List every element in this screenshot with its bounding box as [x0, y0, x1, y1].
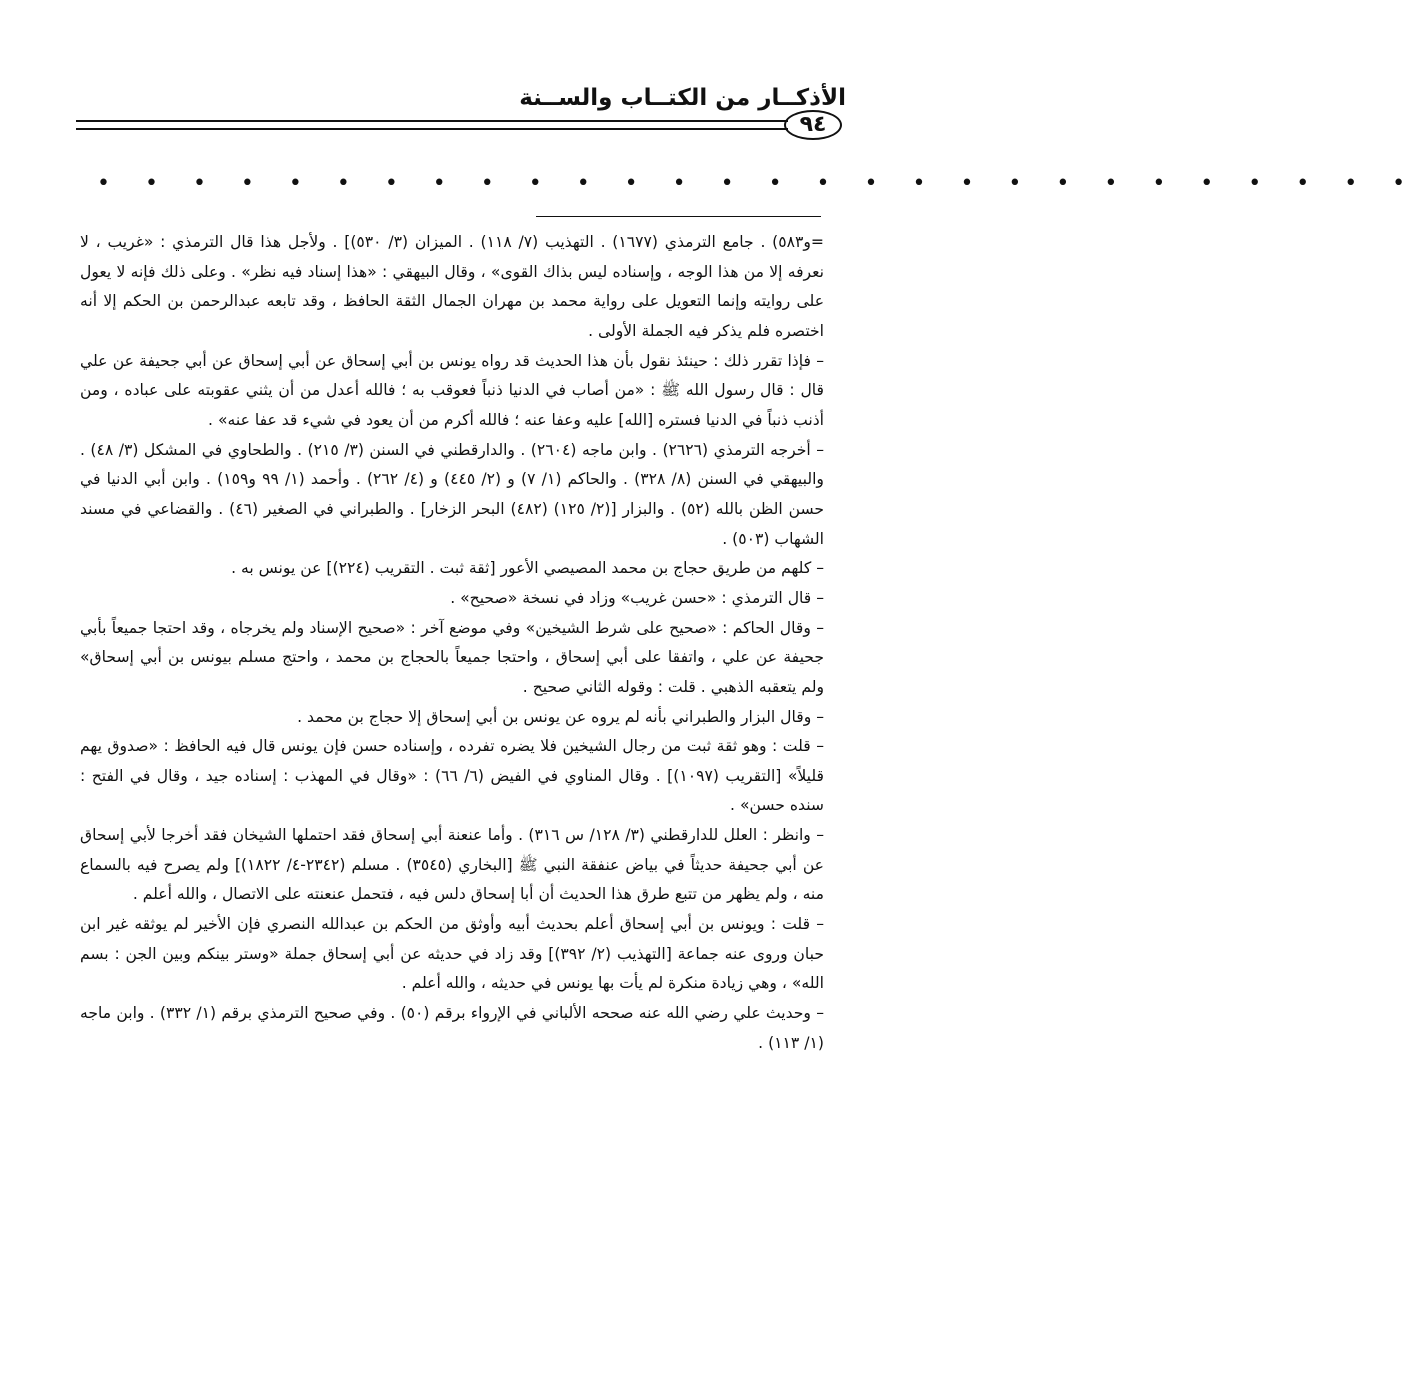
- footnotes: [80, 228, 824, 1298]
- footnote-paragraph: – قلت : ويونس بن أبي إسحاق أعلم بحديث أبيه وأوثق من الحكم بن عبدالله النصري فإن الأخير لم يوثقه غير ابن حبان وروى عنه جماعة [التهذيب (٢/ ٣٩٢)] وقد زاد في حديثه عن أبي إسحاق جملة «وستر بينكم وبين الجن : بسم الله» ، وهي زيادة منكرة لم يأت بها يونس في حديثه ، والله أعلم .: [80, 915, 824, 993]
- footnote-paragraph: – وحديث علي رضي الله عنه صححه الألباني في الإرواء برقم (٥٠) . وفي صحيح الترمذي برقم (١/ ٣٣٢) . وابن ماجه (١/ ١١٣) .: [80, 1004, 824, 1052]
- header-double-rule: [76, 120, 788, 130]
- footnote-paragraph: – وقال الحاكم : «صحيح على شرط الشيخين» وفي موضع آخر : «صحيح الإسناد ولم يخرجاه ، وقد احتجا جميعاً بأبي جحيفة عن علي ، واتفقا على أبي إسحاق ، واحتجا جميعاً بالحجاج بن محمد ، واحتج مسلم بيونس بن أبي إسحاق» ولم يتعقبه الذهبي . قلت : وقوله الثاني صحيح .: [80, 618, 824, 696]
- footnote-paragraph: – أخرجه الترمذي (٢٦٢٦) . وابن ماجه (٢٦٠٤) . والدارقطني في السنن (٣/ ٢١٥) . والطحاوي في المشكل (٣/ ٤٨) . والبيهقي في السنن (٨/ ٣٢٨) . والحاكم (١/ ٧) و (٢/ ٤٤٥) و (٤/ ٢٦٢) . وأحمد (١/ ٩٩ و١٥٩) . وابن أبي الدنيا في حسن الظن بالله (٥٢) . والبزار [(٢/ ١٢٥) (٤٨٢) البحر الزخار] . والطبراني في الصغير (٤٦) . والقضاعي في مسند الشهاب (٥٠٣) .: [80, 440, 825, 548]
- page-number: ٩٤: [784, 110, 842, 140]
- footnote-rule: [536, 216, 821, 217]
- footnote-paragraph: – كلهم من طريق حجاج بن محمد المصيصي الأعور [ثقة ثبت . التقريب (٢٢٤)] عن يونس به .: [231, 559, 824, 578]
- dotted-separator: • • • • • • • • • • • • • • • • • • • • • • • • • • • •: [97, 171, 1419, 196]
- footnote-paragraph: – قلت : وهو ثقة ثبت من رجال الشيخين فلا يضره تفرده ، وإسناده حسن فإن يونس قال فيه الحافظ : «صدوق يهم قليلاً» [التقريب (١٠٩٧)] . وقال المناوي في الفيض (٦/ ٦٦) : «وقال في المهذب : إسناده جيد ، وقال في الفتح : سنده حسن» .: [80, 737, 824, 815]
- running-title: الأذكــار من الكتــاب والســنة: [519, 85, 846, 111]
- footnote-paragraph: – فإذا تقرر ذلك : حينئذ نقول بأن هذا الحديث قد رواه يونس بن أبي إسحاق عن أبي إسحاق عن أبي جحيفة عن علي قال : قال رسول الله ﷺ : «من أصاب في الدنيا ذنباً فعوقب به ؛ فالله أعدل من أن يثني عقوبته على عباده ، ومن أذنب ذنباً في الدنيا فستره [الله] عليه وعفا عنه ؛ فالله أكرم من أن يعود في شيء قد عفا عنه» .: [80, 351, 824, 429]
- footnote-paragraph: – وانظر : العلل للدارقطني (٣/ ١٢٨/ س ٣١٦) . وأما عنعنة أبي إسحاق فقد احتملها الشيخان فقد أخرجا لأبي إسحاق عن أبي جحيفة حديثاً في بياض عنفقة النبي ﷺ [البخاري (٣٥٤٥) . مسلم (٢٣٤٢-٤/ ١٨٢٢)] ولم يصرح فيه بالسماع منه ، ولم يظهر من تتبع طرق هذا الحديث أن أبا إسحاق دلس فيه ، فتحمل عنعنته على الاتصال ، والله أعلم .: [80, 826, 825, 904]
- footnote-paragraph: =و٥٨٣) . جامع الترمذي (١٦٧٧) . التهذيب (٧/ ١١٨) . الميزان (٣/ ٥٣٠)] . ولأجل هذا قال الترمذي : «غريب ، لا نعرفه إلا من هذا الوجه ، وإسناده ليس بذاك القوى» ، وقال البيهقي : «هذا إسناد فيه نظر» . وعلى ذلك فإنه لا يعول على روايته وإنما التعويل على رواية محمد بن مهران الجمال الثقة الحافظ ، وقد تابعه عبدالرحمن بن الحكم إلا أنه اختصره فلم يذكر فيه الجملة الأولى .: [80, 233, 825, 340]
- footnote-paragraph: – قال الترمذي : «حسن غريب» وزاد في نسخة «صحيح» .: [450, 588, 824, 607]
- footnote-paragraph: – وقال البزار والطبراني بأنه لم يروه عن يونس بن أبي إسحاق إلا حجاج بن محمد .: [297, 707, 824, 726]
